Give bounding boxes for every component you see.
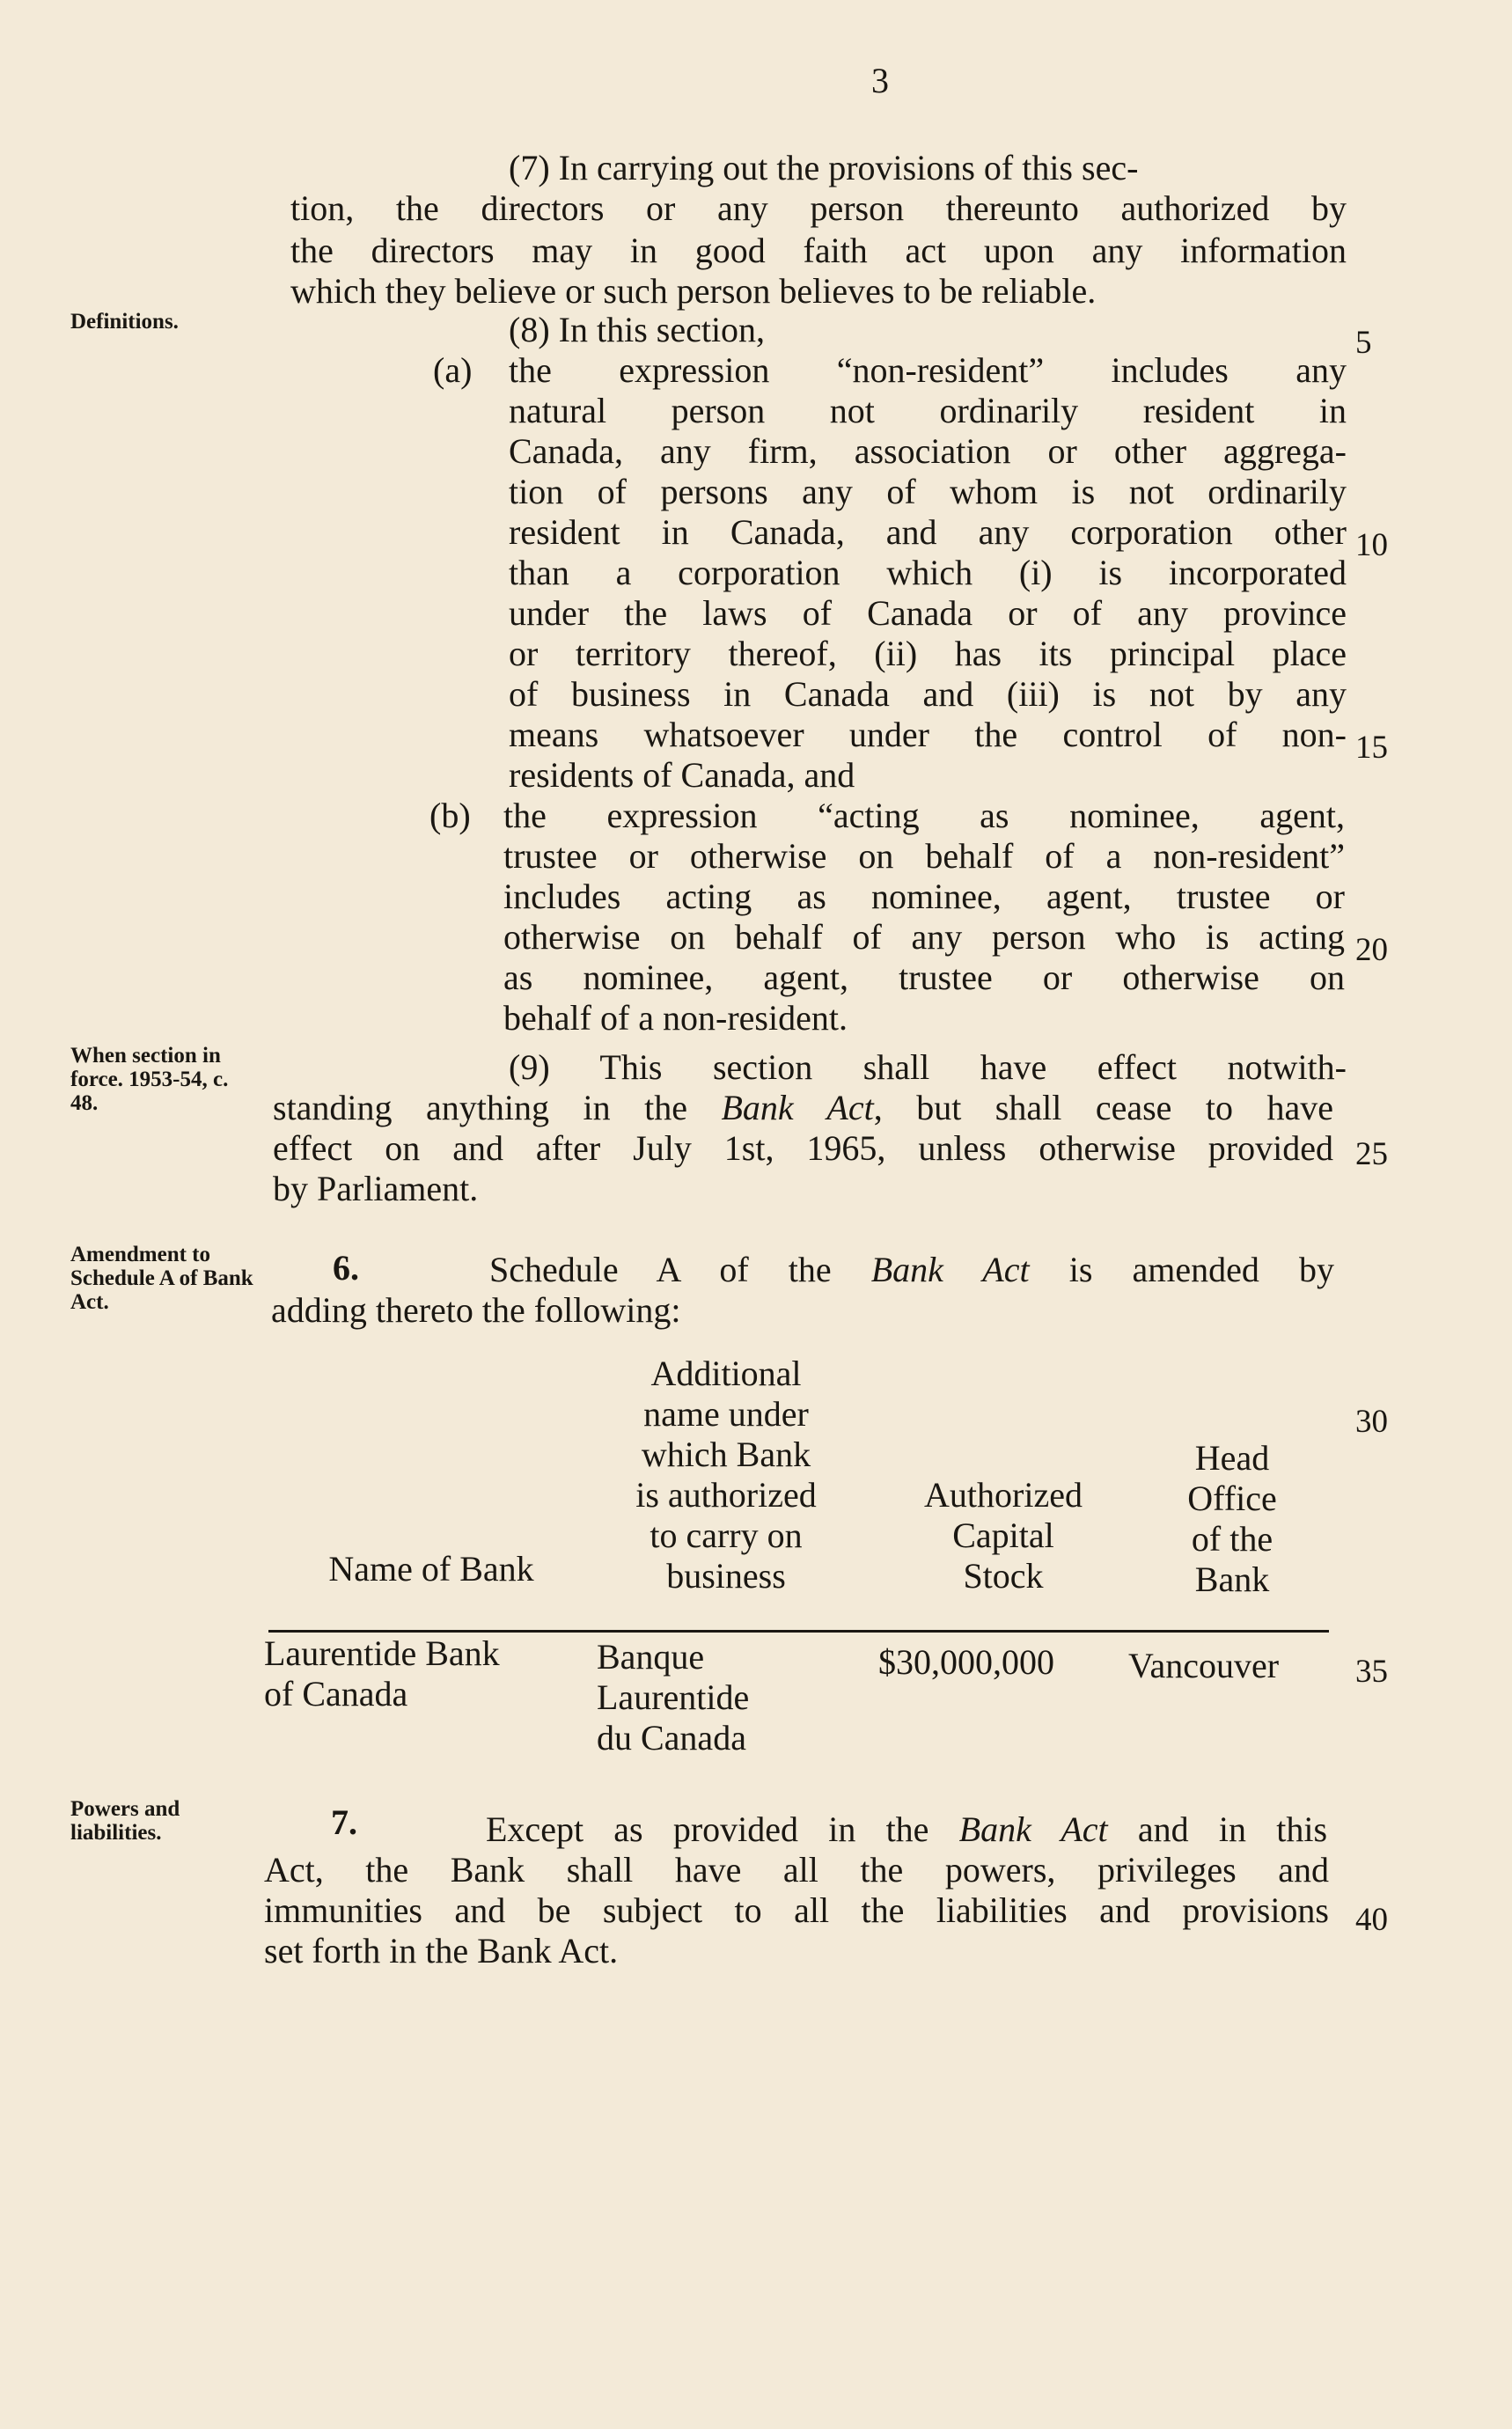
subsec8-b-line-2: trustee or otherwise on behalf of a non-resident”	[503, 836, 1345, 876]
subsec8-a-line-11: residents of Canada, and	[509, 755, 855, 795]
section7-line-4: set forth in the Bank Act.	[264, 1931, 619, 1970]
margin-note-definitions: Definitions.	[70, 310, 179, 334]
subsec8-b-line-6: behalf of a non-resident.	[503, 998, 848, 1038]
subsec9-line-2: standing anything in the Bank Act, but shall cease to have	[273, 1088, 1333, 1127]
subsec8-a-line-9: of business in Canada and (iii) is not by any	[509, 674, 1347, 714]
margin-note-amendment: Amendment to Schedule A of Bank Act.	[70, 1243, 253, 1314]
line-number-30: 30	[1355, 1404, 1388, 1440]
subsec8-a-line-4: tion of persons any of whom is not ordinarily	[509, 472, 1347, 511]
subsec8-a-line-8: or territory thereof, (ii) has its principal place	[509, 634, 1347, 673]
subsec8-b-line-5: as nominee, agent, trustee or otherwise on	[503, 958, 1345, 997]
subsec8-intro: (8) In this section,	[509, 310, 766, 349]
cell-authorized-capital: $30,000,000	[878, 1642, 1054, 1682]
subsec9-line-4: by Parliament.	[273, 1169, 479, 1208]
subsec8-b-line-3: includes acting as nominee, agent, trustee or	[503, 877, 1345, 916]
subsec8-a-line-10: means whatsoever under the control of non-	[509, 715, 1347, 754]
subsec7-line-2: tion, the directors or any person thereunto authorized by	[290, 188, 1347, 228]
subsec8-a-line-2: natural person not ordinarily resident in	[509, 391, 1347, 430]
subsec7-line-3: the directors may in good faith act upon any information	[290, 231, 1347, 270]
line-number-25: 25	[1355, 1136, 1388, 1172]
header-authorized-capital: Authorized Capital Stock	[924, 1475, 1083, 1596]
subsec7-line-1: (7) In carrying out the provisions of this sec-	[509, 148, 1139, 187]
line-number-20: 20	[1355, 932, 1388, 968]
header-additional-name: Additional name under which Bank is authorized to carry on business	[635, 1354, 817, 1596]
subsec8-a-line-1: the expression “non-resident” includes any	[509, 350, 1347, 390]
table-rule	[268, 1630, 1329, 1633]
section7-line-2: Act, the Bank shall have all the powers, privileges and	[264, 1850, 1329, 1890]
subsec8-b-line-1: the expression “acting as nominee, agent,	[503, 796, 1345, 835]
line-number-40: 40	[1355, 1902, 1388, 1938]
section7-line-1: Except as provided in the Bank Act and in this	[486, 1809, 1328, 1849]
header-head-office: Head Office of the Bank	[1187, 1438, 1277, 1599]
section6-line-1: Schedule A of the Bank Act is amended by	[489, 1250, 1335, 1289]
margin-note-powers: Powers and liabilities.	[70, 1797, 180, 1845]
section7-number: 7.	[331, 1802, 357, 1842]
margin-note-when-in-force: When section in force. 1953-54, c. 48.	[70, 1044, 229, 1115]
line-number-15: 15	[1355, 730, 1388, 766]
subsec7-line-4: which they believe or such person believes to be reliable.	[290, 271, 1097, 311]
subsec8-a-line-5: resident in Canada, and any corporation other	[509, 512, 1347, 552]
subsec8-a-label: (a)	[433, 350, 473, 390]
line-number-10: 10	[1355, 527, 1388, 563]
subsec8-a-line-7: under the laws of Canada or of any province	[509, 593, 1347, 633]
subsec8-b-label: (b)	[429, 796, 471, 835]
line-number-35: 35	[1355, 1654, 1388, 1690]
line-number-5: 5	[1355, 325, 1372, 361]
subsec8-a-line-3: Canada, any firm, association or other aggrega-	[509, 431, 1347, 471]
section6-number: 6.	[333, 1248, 359, 1288]
cell-bank-name: Laurentide Bank of Canada	[264, 1633, 500, 1714]
section7-line-3: immunities and be subject to all the liabilities and provisions	[264, 1890, 1329, 1930]
page-number: 3	[871, 61, 889, 100]
cell-additional-name: Banque Laurentide du Canada	[597, 1637, 750, 1758]
subsec8-b-line-4: otherwise on behalf of any person who is acting	[503, 917, 1345, 957]
subsec9-line-3: effect on and after July 1st, 1965, unless otherwise provided	[273, 1128, 1333, 1168]
subsec9-line-1: (9) This section shall have effect notwith-	[509, 1047, 1347, 1087]
cell-head-office: Vancouver	[1128, 1646, 1280, 1685]
section6-line-2: adding thereto the following:	[271, 1290, 681, 1330]
subsec8-a-line-6: than a corporation which (i) is incorporated	[509, 553, 1347, 592]
header-name-of-bank: Name of Bank	[328, 1549, 534, 1589]
